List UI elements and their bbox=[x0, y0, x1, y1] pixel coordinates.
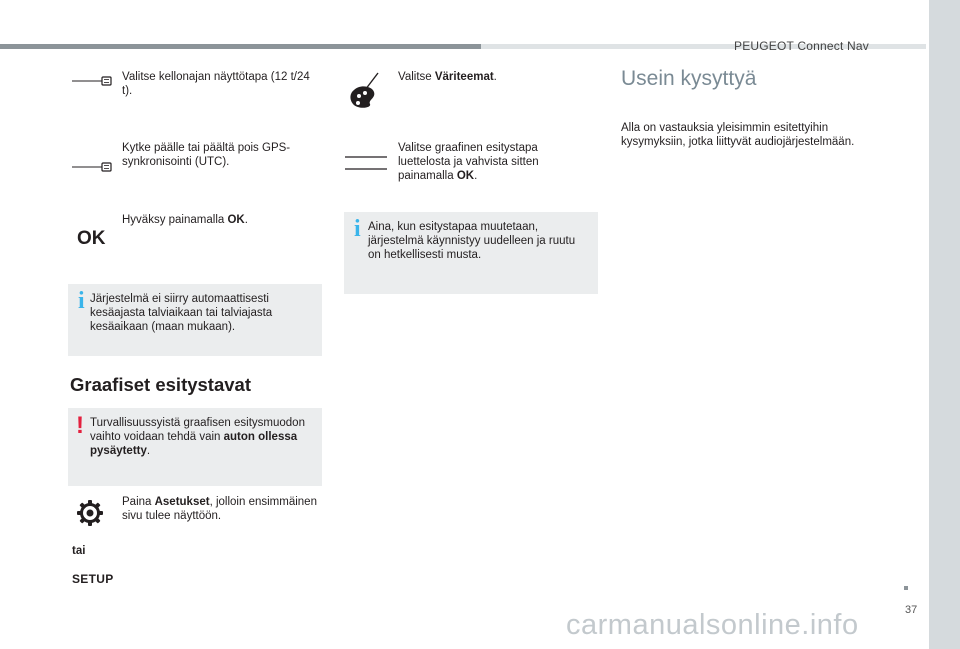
warning-icon: ! bbox=[76, 412, 84, 439]
info-restart-text: Aina, kun esitystapaa muutetaan, järjestelmä käynnistyy uudelleen ja ruutu on hetkellisesti musta. bbox=[368, 221, 576, 261]
faq-intro-text: Alla on vastauksia yleisimmin esitettyihin kysymyksiin, jotka liittyvät audiojärjestelmään. bbox=[621, 122, 855, 148]
palette-icon bbox=[348, 72, 384, 110]
header-rule-dark bbox=[0, 44, 481, 49]
page-marker bbox=[904, 586, 908, 590]
step-color-theme-text: Valitse Väriteemat. bbox=[398, 71, 497, 83]
warning-safety-text: Turvallisuussyistä graafisen esitysmuodon vaihto voidaan tehdä vain auton ollessa pysäytetty. bbox=[90, 417, 305, 457]
step-graphic-style-text: Valitse graafinen esitystapa luettelosta ja vahvista sitten painamalla OK. bbox=[398, 142, 539, 182]
info-icon: i bbox=[78, 288, 85, 314]
step-settings-text: Paina Asetukset, jolloin ensimmäinen sivu tulee näyttöön. bbox=[122, 496, 317, 522]
gear-icon bbox=[76, 499, 104, 527]
info-icon: i bbox=[354, 216, 361, 242]
list-select-icon bbox=[345, 156, 389, 170]
info-box-dst bbox=[68, 284, 322, 356]
faq-title: Usein kysyttyä bbox=[621, 67, 757, 90]
section-title: Graafiset esitystavat bbox=[70, 374, 251, 395]
page-number: 37 bbox=[905, 604, 918, 616]
info-dst-text: Järjestelmä ei siirry automaattisesti kesäajasta talviaikaan tai talviajasta kesäaikaan (maan mukaan). bbox=[90, 293, 273, 333]
step-ok-text: Hyväksy painamalla OK. bbox=[122, 214, 248, 226]
slider-toggle-icon bbox=[72, 162, 112, 172]
info-box-restart bbox=[344, 212, 598, 294]
setup-button-label: SETUP bbox=[72, 572, 114, 586]
step-gps-text: Kytke päälle tai päältä pois GPS-synkronisointi (UTC). bbox=[122, 142, 291, 168]
slider-toggle-icon bbox=[72, 76, 112, 86]
header-title: PEUGEOT Connect Nav bbox=[734, 39, 869, 53]
ok-button-label: OK bbox=[77, 228, 106, 249]
step-time-format-text: Valitse kellonajan näyttötapa (12 t/24 t). bbox=[122, 71, 310, 97]
warning-box-safety bbox=[68, 408, 322, 486]
watermark: carmanualsonline.info bbox=[566, 609, 859, 641]
page-edge-strip bbox=[929, 0, 960, 649]
or-label: tai bbox=[72, 545, 86, 557]
